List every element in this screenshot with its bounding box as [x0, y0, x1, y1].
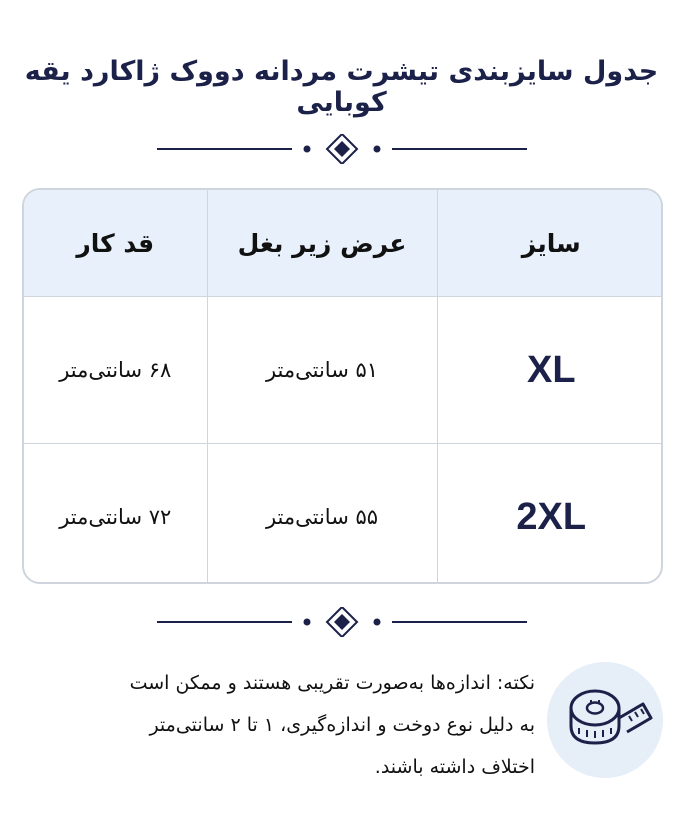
diamond-ornament-icon — [152, 607, 532, 637]
note-text — [40, 662, 535, 788]
table-header-row — [24, 190, 663, 297]
table-row — [24, 444, 663, 585]
measuring-tape-icon — [545, 660, 665, 780]
page-title: جدول سایزبندی تیشرت مردانه دووک ژاکارد یقه کوبایی — [24, 56, 659, 118]
ornament-divider-bottom — [0, 607, 683, 637]
table-row — [24, 297, 663, 444]
header-length: قد کار — [24, 190, 207, 297]
size-cell: 2XL — [437, 444, 663, 585]
chest-width-cell: ۵۱ سانتی‌متر — [207, 297, 437, 444]
size-chart-table — [22, 188, 663, 584]
header-chest-width: عرض زیر بغل — [207, 190, 437, 297]
diamond-ornament-icon — [152, 134, 532, 164]
length-cell: ۷۲ سانتی‌متر — [24, 444, 207, 585]
length-cell: ۶۸ سانتی‌متر — [24, 297, 207, 444]
note-line: نکته: اندازه‌ها به‌صورت تقریبی هستند و ممکن است — [129, 672, 535, 694]
header-size: سایز — [437, 190, 663, 297]
chest-width-cell: ۵۵ سانتی‌متر — [207, 444, 437, 585]
ornament-divider-top — [0, 134, 683, 164]
size-cell: XL — [437, 297, 663, 444]
note-line: به دلیل نوع دوخت و اندازه‌گیری، ۱ تا ۲ سانتی‌متر — [149, 714, 535, 736]
note-line: اختلاف داشته باشند. — [374, 756, 535, 778]
